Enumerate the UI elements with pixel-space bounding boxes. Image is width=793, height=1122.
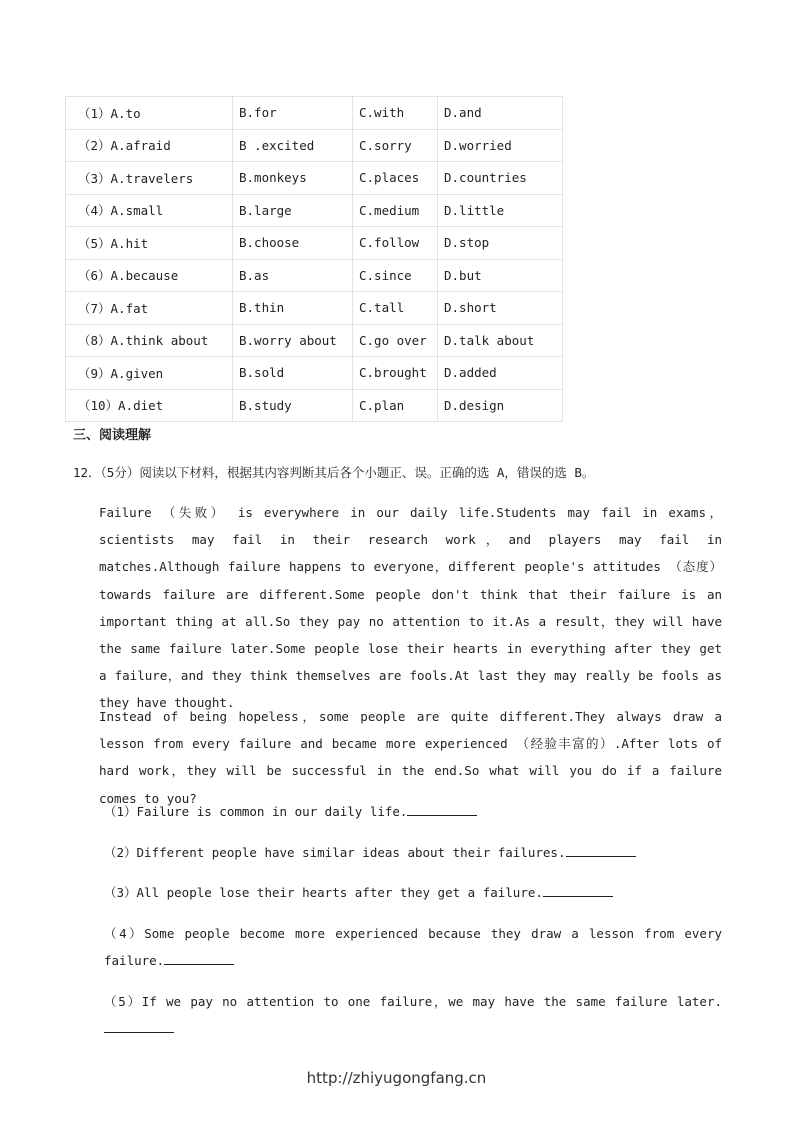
- option-a: （5）A.hit: [66, 227, 233, 260]
- footer-url: http://zhiyugongfang.cn: [306, 1069, 487, 1087]
- statement-text: （2）Different people have similar ideas about their failures.: [104, 845, 566, 860]
- options-table: [65, 96, 563, 422]
- option-b: B.sold: [233, 357, 353, 390]
- option-d: D.talk about: [438, 324, 563, 357]
- table-row: [66, 227, 563, 260]
- statement-4: [104, 920, 722, 974]
- option-a: （10）A.diet: [66, 389, 233, 422]
- option-a: （4）A.small: [66, 194, 233, 227]
- answer-blank[interactable]: [104, 1020, 174, 1033]
- table-row: [66, 324, 563, 357]
- statement-text: （4）Some people become more experienced because they draw a lesson from every failure.: [104, 926, 722, 968]
- option-c: C.follow: [353, 227, 438, 260]
- statement-text: （5）If we pay no attention to one failure，we may have the same failure later.: [104, 994, 722, 1009]
- table-row: [66, 162, 563, 195]
- table-row: [66, 259, 563, 292]
- option-a: （3）A.travelers: [66, 162, 233, 195]
- option-b: B.worry about: [233, 324, 353, 357]
- section-title: 三、阅读理解: [73, 428, 152, 443]
- passage-paragraph-1: Failure （失败） is everywhere in our daily life.Students may fail in exams，scientists may fail in their research work，and players may fail in matches.Although failure happens to everyone，different people's attitudes （态度） towards failure are different.Some people don't think that their failure is an important thing at all.So they pay no attention to it.As a result，they will have the same failure later.Some people lose their hearts in everything after they get a failure，and they think themselves are fools.At last they may really be fools as they have thought.: [99, 505, 722, 711]
- option-d: D.stop: [438, 227, 563, 260]
- option-b: B.study: [233, 389, 353, 422]
- option-a: （9）A.given: [66, 357, 233, 390]
- option-c: C.places: [353, 162, 438, 195]
- option-b: B.choose: [233, 227, 353, 260]
- question-header: 12．（5分）阅读以下材料，根据其内容判断其后各个小题正、误。正确的选 A，错误的选 B。: [73, 465, 595, 480]
- statement-2: [104, 839, 722, 866]
- table-row: [66, 389, 563, 422]
- option-d: D.design: [438, 389, 563, 422]
- table-row: [66, 357, 563, 390]
- option-d: D.added: [438, 357, 563, 390]
- answer-blank[interactable]: [407, 803, 477, 816]
- option-b: B .excited: [233, 129, 353, 162]
- option-d: D.countries: [438, 162, 563, 195]
- option-a: （7）A.fat: [66, 292, 233, 325]
- option-b: B.large: [233, 194, 353, 227]
- option-c: C.since: [353, 259, 438, 292]
- option-b: B.monkeys: [233, 162, 353, 195]
- table-row: [66, 194, 563, 227]
- answer-blank[interactable]: [566, 844, 636, 857]
- answer-blank[interactable]: [543, 884, 613, 897]
- option-b: B.thin: [233, 292, 353, 325]
- option-d: D.little: [438, 194, 563, 227]
- option-a: （6）A.because: [66, 259, 233, 292]
- option-c: C.with: [353, 97, 438, 130]
- statement-text: （3）All people lose their hearts after they get a failure.: [104, 885, 543, 900]
- passage-paragraph-2: Instead of being hopeless，some people are quite different.They always draw a lesson from every failure and became more experienced （经验丰富的）.After lots of hard work，they will be successful in the end.So what will you do if a failure comes to you?: [99, 709, 722, 806]
- option-b: B.for: [233, 97, 353, 130]
- table-row: [66, 129, 563, 162]
- statement-3: [104, 879, 722, 906]
- option-d: D.and: [438, 97, 563, 130]
- statement-5: [104, 988, 722, 1042]
- option-c: C.sorry: [353, 129, 438, 162]
- option-a: （8）A.think about: [66, 324, 233, 357]
- option-d: D.but: [438, 259, 563, 292]
- option-c: C.tall: [353, 292, 438, 325]
- option-a: （2）A.afraid: [66, 129, 233, 162]
- option-c: C.go over: [353, 324, 438, 357]
- statement-text: （1）Failure is common in our daily life.: [104, 804, 408, 819]
- option-c: C.medium: [353, 194, 438, 227]
- answer-blank[interactable]: [164, 952, 234, 965]
- option-d: D.worried: [438, 129, 563, 162]
- option-c: C.brought: [353, 357, 438, 390]
- option-b: B.as: [233, 259, 353, 292]
- option-d: D.short: [438, 292, 563, 325]
- option-c: C.plan: [353, 389, 438, 422]
- statement-1: [104, 798, 722, 825]
- table-row: [66, 292, 563, 325]
- table-row: [66, 97, 563, 130]
- option-a: （1）A.to: [66, 97, 233, 130]
